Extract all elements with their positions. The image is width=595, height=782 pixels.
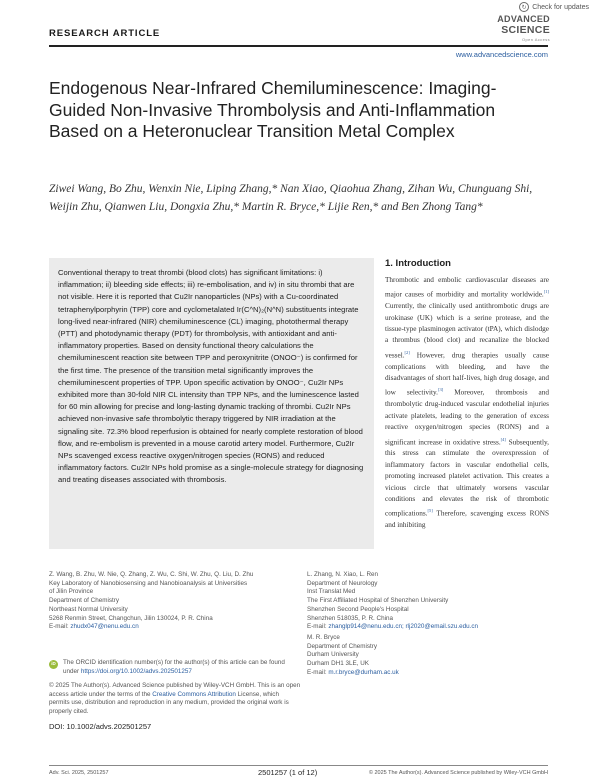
journal-url-link[interactable]: www.advancedscience.com xyxy=(455,50,548,59)
affiliation-authors: L. Zhang, N. Xiao, L. Ren xyxy=(307,571,379,578)
journal-logo xyxy=(440,14,550,46)
citation-link[interactable]: [2] xyxy=(404,349,410,355)
affiliation-line: Key Laboratory of Nanobiosensing and Nanobioanalysis at Universities xyxy=(49,579,248,587)
footer-citation: Adv. Sci. 2025, 2501257 xyxy=(49,770,109,776)
affiliation-line: Northeast Normal University xyxy=(49,605,128,613)
header-rule xyxy=(49,45,548,47)
footer-copyright: © 2025 The Author(s). Advanced Science published by Wiley-VCH GmbH xyxy=(368,770,548,776)
article-type: RESEARCH ARTICLE xyxy=(49,28,161,39)
footer-rule xyxy=(49,765,548,766)
orcid-link[interactable]: https://doi.org/10.1002/advs.202501257 xyxy=(80,667,192,675)
affiliation-line: Department of Neurology xyxy=(307,579,378,587)
intro-text-part: Thrombotic and embolic cardiovascular diseases are major causes of morbidity and mortality worldwide. xyxy=(385,276,549,299)
article-title: Endogenous Near-Infrared Chemiluminescence: Imaging-Guided Non-Invasive Thrombolysis and Anti-Inflammation Based on a Heteronuclear Transition Metal Complex xyxy=(49,78,497,141)
orcid-label: The ORCID identification number(s) for the author(s) of this article can be found under xyxy=(63,659,285,675)
introduction-text xyxy=(385,275,549,532)
check-for-updates[interactable] xyxy=(519,2,589,12)
intro-text-part: However, drug therapies usually cause complications with bleeding, and have the disadvantages of short half-lives, high drug dosage, and low selectivity. xyxy=(385,351,549,397)
affiliation-line: of Jilin Province xyxy=(49,588,94,596)
citation-link[interactable]: [1] xyxy=(543,289,549,295)
abstract-text: Conventional therapy to treat thrombi (blood clots) has significant limitations: i) inflammation; ii) bleeding side effects; iii) re-embolisation, and iv) in situ thrombi that are not visible. Here it is reported that Cu2Ir nanoparticles (NPs) with a Cu-coordinated tetraphenylporphyrin (TPP) core and cyclometalated Ir(C^N)₂(N^N) substituents integrate long-lived near-infrared (NIR) chemiluminescence (CL) imaging, photothermal therapy (PTT) and photodynamic therapy (PDT) for thrombolysis, with antioxidant and anti-inflammatory properties. Based on density functional theory calculations the chemiluminescent reaction site between TPP and peroxynitrite (ONOO⁻) is confirmed for the first time. The presence of the transition metal significantly improves the chemiluminescent properties of TPP. Upon specific activation by ONOO⁻, Cu2Ir NPs exhibited more than 30-fold NIR CL intensity than TPP NPs, and the luminescence lasted for 60 min allowing for precise and long-lasting dynamic tracking of thrombi. Cu2Ir NPs achieved non-invasive safe thrombolytic therapy triggered by NIR irradiation at the signaling site. 72.3% blood reperfusion is obtained for nearly complete restoration of blood flow, and re-embolism is prevented in a mouse carotid artery model. Furthermore, Cu2Ir NPs scavenged excess reactive oxygen/nitrogen species (RONS) and reduced inflammatory factors. Cu2Ir NPs hold promise as a single-molecule strategy for diagnosing and treating diseases associated with thrombosis. xyxy=(58,268,364,485)
intro-text-part: Therefore, scavenging excess RONS and inhibiting xyxy=(385,509,549,530)
affiliation-authors: M. R. Bryce xyxy=(307,633,340,641)
copyright-notice xyxy=(49,682,301,717)
affiliation-line: Shenzhen Second People's Hospital xyxy=(307,605,409,613)
copyright-text: © 2025 The Author(s). Advanced Science published by Wiley-VCH GmbH. This is an open access article under the terms of the xyxy=(49,682,301,698)
citation-link[interactable]: [3] xyxy=(438,387,444,393)
affiliation-line: 5268 Renmin Street, Changchun, Jilin 130024, P. R. China xyxy=(49,614,213,622)
affiliations-left xyxy=(49,571,299,632)
affiliation-email-row xyxy=(307,669,557,678)
email-label: E-mail: xyxy=(49,623,71,631)
doi: DOI: 10.1002/advs.202501257 xyxy=(49,722,152,731)
affiliations-right xyxy=(307,571,557,677)
affiliation-line: Inst Translat Med xyxy=(307,588,356,596)
email-link[interactable]: zhudx047@nenu.edu.cn xyxy=(70,623,139,631)
email-link[interactable]: zhanglp914@nenu.edu.cn; rlj2020@email.szu.edu.cn xyxy=(328,623,479,631)
intro-text-part: Currently, the clinically used antithrombotic drugs are urokinase (UK) which is a serine protease, and the tissue-type plasminogen activator (tPA), which dislodge a thrombus (blood clot) and recanalize the blocked vessel. xyxy=(385,302,549,360)
license-link[interactable]: Creative Commons Attribution xyxy=(152,690,236,698)
citation-link[interactable]: [4] xyxy=(500,436,506,442)
refresh-icon: ↻ xyxy=(519,2,529,12)
journal-logo-line1: ADVANCED xyxy=(497,14,550,24)
affiliation-line: Durham DH1 3LE, UK xyxy=(307,660,369,668)
journal-logo-sub: Open Access xyxy=(522,37,550,42)
affiliation-line: Shenzhen 518035, P. R. China xyxy=(307,614,394,622)
footer-page-number: 2501257 (1 of 12) xyxy=(258,768,318,777)
intro-text-part: Moreover, thrombosis and thrombolytic drug-induced vascular endothelial injuries activate platelets, leading to the generation of excess reactive oxygen/nitrogen species (RONS) and a significant increase in oxidative stress. xyxy=(385,388,549,446)
orcid-note xyxy=(49,659,301,676)
check-updates-label: Check for updates xyxy=(532,3,589,11)
affiliation-line: Department of Chemistry xyxy=(49,597,119,605)
copyright-text: License, which permits use, distribution and reproduction in any medium, provided the original work is properly cited. xyxy=(49,690,289,716)
journal-logo-line2: SCIENCE xyxy=(501,24,550,36)
section-heading-introduction: 1. Introduction xyxy=(385,258,451,269)
author-list: Ziwei Wang, Bo Zhu, Wenxin Nie, Liping Zhang,* Nan Xiao, Qiaohua Zhang, Zihan Wu, Chunguang Shi, Weijin Zhu, Qianwen Liu, Dongxia Zhu,* Martin R. Bryce,* Lijie Ren,* and Ben Zhong Tang* xyxy=(49,183,533,213)
abstract-box xyxy=(49,258,374,549)
orcid-icon: iD xyxy=(49,660,58,669)
affiliation-email-row xyxy=(49,623,299,632)
citation-link[interactable]: [5] xyxy=(427,508,433,514)
intro-text-part: Subsequently, this stress can stimulate the overexpression of inflammatory factors in vascular endothelial cells, promoting increased platelet activation. This creates a vicious circle that ultimately worsens vascular conditions and elevates the risk of thrombotic complications. xyxy=(385,437,549,518)
affiliation-line: Durham University xyxy=(307,651,359,659)
affiliation-authors: Z. Wang, B. Zhu, W. Nie, Q. Zhang, Z. Wu, C. Shi, W. Zhu, Q. Liu, D. Zhu xyxy=(49,571,254,578)
affiliation-line: Department of Chemistry xyxy=(307,642,377,650)
affiliation-email-row xyxy=(307,623,557,632)
orcid-text xyxy=(63,659,301,676)
email-label: E-mail: xyxy=(307,623,329,631)
affiliation-line: The First Affiliated Hospital of Shenzhen University xyxy=(307,597,449,605)
email-label: E-mail: xyxy=(307,668,329,676)
email-link[interactable]: m.r.bryce@durham.ac.uk xyxy=(328,668,399,676)
